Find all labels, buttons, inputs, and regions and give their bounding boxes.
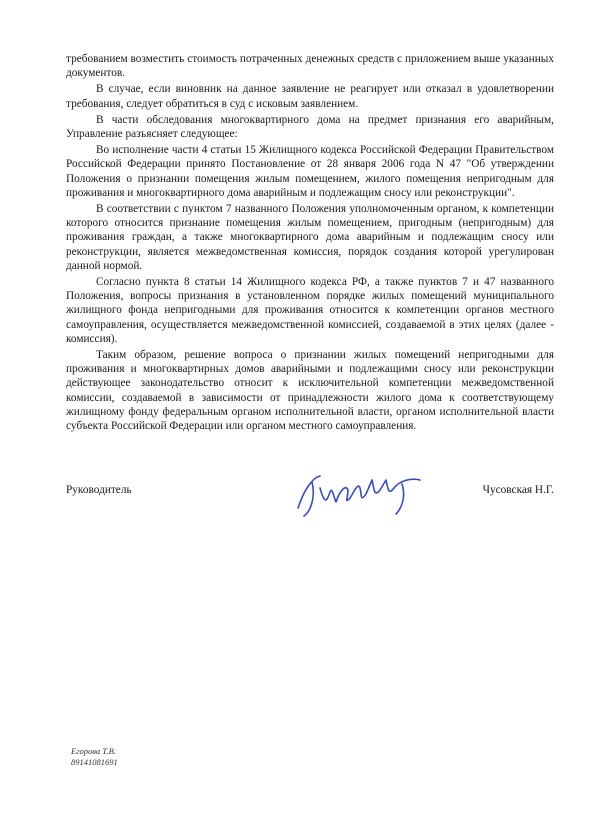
signature-block xyxy=(66,484,554,524)
handwritten-signature xyxy=(290,468,450,520)
signatory-title: Руководитель xyxy=(66,484,132,496)
paragraph-2: В случае, если виновник на данное заявление не реагирует или отказал в удовлетворении требования, следует обратиться в суд с исковым заявлением. xyxy=(66,83,554,110)
paragraph-7: Таким образом, решение вопроса о признании жилых помещений непригодными для проживания и многоквартирных домов аварийными и подлежащими сносу или реконструкции действующее законодательство относит к исключительной компетенции межведомственной комиссии, создаваемой в зависимости от принадлежности жилого дома к соответствующему жилищному фонду федеральным органом исполнительной власти, органом исполнительной власти субъекта Российской Федерации или органом местного самоуправления. xyxy=(66,349,554,433)
paragraph-4: Во исполнение части 4 статьи 15 Жилищного кодекса Российской Федерации Правительством Российской Федерации принято Постановление от 28 января 2006 года N 47 "Об утверждении Положения о признании помещения жилым помещением, жилого помещения непригодным для проживания и многоквартирного дома аварийным и подлежащим сносу или реконструкции". xyxy=(66,144,554,199)
paragraph-1: требованием возместить стоимость потраченных денежных средств с приложением выше указанных документов. xyxy=(66,53,554,80)
executor-phone: 89141081691 xyxy=(71,757,118,767)
document-body xyxy=(66,52,554,435)
signatory-name: Чусовская Н.Г. xyxy=(482,484,554,496)
paragraph-3: В части обследования многоквартирного дома на предмет признания его аварийным, Управление разъясняет следующее: xyxy=(66,113,554,141)
executor-name: Егорова Т.В. xyxy=(71,746,116,756)
paragraph-6: Согласно пункта 8 статьи 14 Жилищного кодекса РФ, а также пунктов 7 и 47 названного Положения, вопросы признания в установленном порядке жилых помещений муниципального жилищного фонда непригодными для проживания относится к компетенции органов местного самоуправления, осуществляется межведомственной комиссией, создаваемой в этих целях (далее - комиссия). xyxy=(66,276,554,345)
paragraph-5: В соответствии с пунктом 7 названного Положения уполномоченным органом, к компетенции которого относится признание помещения жилым помещением, пригодным (непригодным) для проживания граждан, а также многоквартирного дома аварийным и подлежащим сносу или реконструкции, является межведомственная комиссия, порядок создания которой урегулирован данной нормой. xyxy=(66,203,554,272)
executor-footer xyxy=(71,746,118,768)
